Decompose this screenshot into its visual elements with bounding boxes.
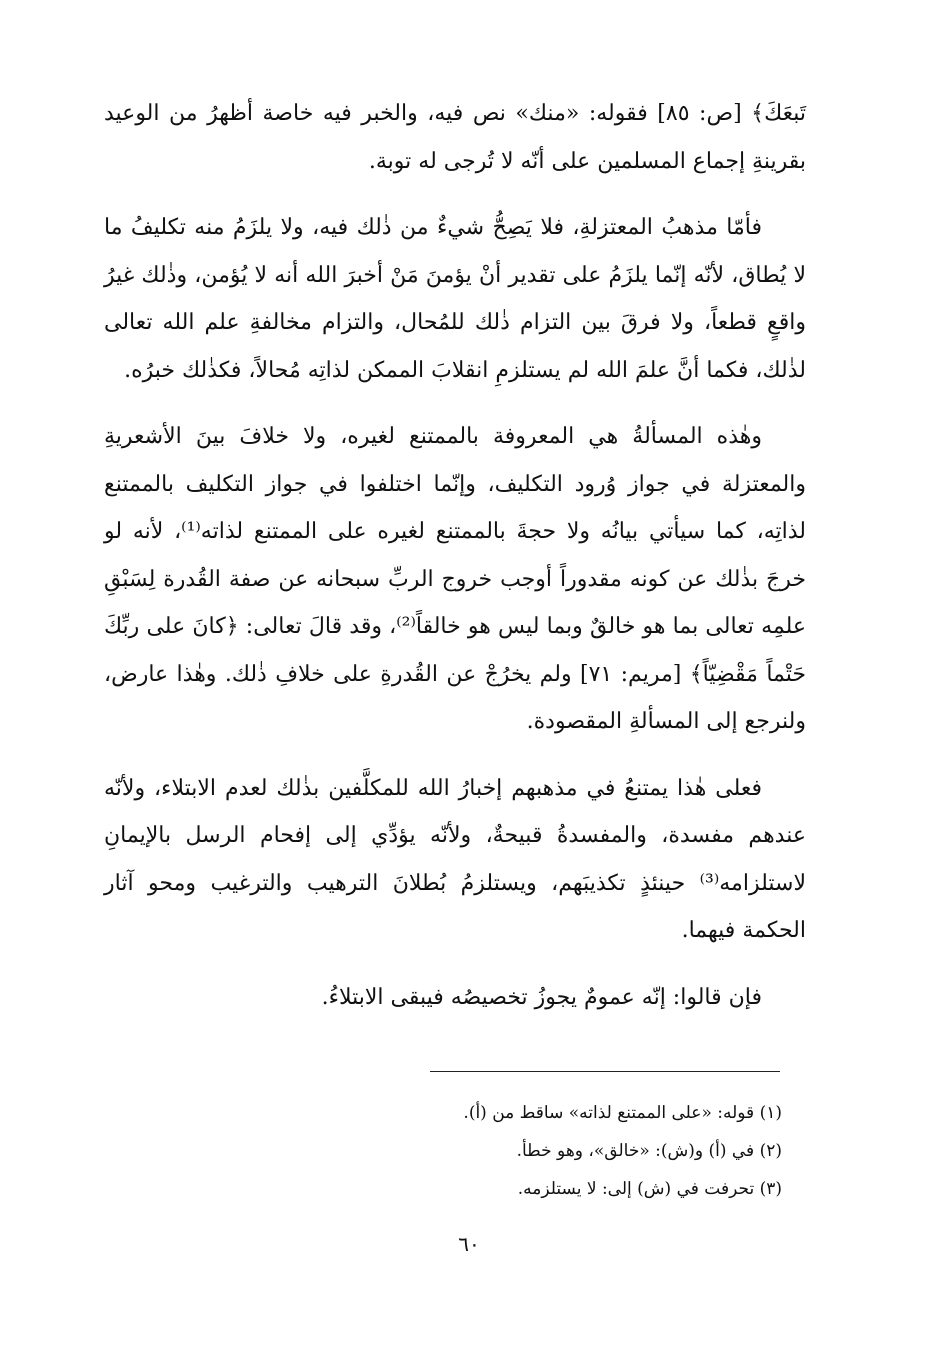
page-number: ٦٠ [458,1232,480,1256]
footnote-3: (٣) تحرفت في (ش) إلى: لا يستلزمه. [517,1179,782,1199]
paragraph-4: فعلى هٰذا يمتنعُ في مذهبهم إخبارُ الله للمكلَّفين بذٰلك لعدم الابتلاء، ولأنّه عندهم مفسدة، والمفسدةُ قبيحةٌ، ولأنّه يؤدِّي إلى إفحام الرسل بالإيمانِ لاستلزامه⁽³⁾ حينئذٍ تكذيبَهم، ويستلزمُ بُطلانَ الترهيب والترغيب ومحو آثار الحكمة فيهما. [104,775,806,943]
paragraph-5: فإن قالوا: إنّه عمومٌ يجوزُ تخصيصُه فيبقى الابتلاءُ. [321,984,762,1010]
footnote-2: (٢) في (أ) و(ش): «خالق»، وهو خطأ. [516,1141,782,1161]
footnotes [300,1094,782,1208]
footnote-separator [430,1071,780,1072]
paragraph-3: وهٰذه المسألةُ هي المعروفة بالممتنع لغيره، ولا خلافَ بينَ الأشعريةِ والمعتزلة في جواز وُرود التكليف، وإنّما اختلفوا في جواز التكليف بالممتنع لذاتِه، كما سيأتي بيانُه ولا حجةَ بالممتنع لغيره على الممتنع لذاته⁽¹⁾، لأنه لو خرجَ بذٰلك عن كونه مقدوراً أوجب خروج الربِّ سبحانه عن صفة القُدرة لِسَبْقِ علمِه تعالى بما هو خالقٌ وبما ليس هو خالقاً⁽²⁾، وقد قالَ تعالى: ﴿كانَ على ربِّكَ حَتْماً مَقْضِيّاً﴾ [مريم: ٧١] ولم يخرُجْ عن القُدرةِ على خلافِ ذٰلك. وهٰذا عارض، ولنرجع إلى المسألةِ المقصودة. [104,424,806,734]
paragraph-1: تَبعَكَ﴾ [ص: ٨٥] فقوله: «منك» نص فيه، والخبر فيه خاصة أظهرُ من الوعيد بقرينةِ إجماع المسلمين على أنّه لا تُرجى له توبة. [104,101,806,174]
main-text [104,90,806,1040]
footnote-1: (١) قوله: «على الممتنع لذاته» ساقط من (أ). [463,1103,782,1123]
paragraph-2: فأمّا مذهبُ المعتزلةِ، فلا يَصِحُّ شيءٌ من ذٰلك فيه، ولا يلزَمُ منه تكليفُ ما لا يُطاق، لأنّه إنّما يلزَمُ على تقدير أنْ يؤمنَ مَنْ أخبرَ الله أنه لا يُؤمن، وذٰلك غيرُ واقعٍ قطعاً، ولا فرقَ بين التزام ذٰلك للمُحال، والتزام مخالفةِ علم الله تعالى لذٰلك، فكما أنَّ علمَ الله لم يستلزمِ انقلابَ الممكن لذاتِه مُحالاً، فكذٰلك خبرُه. [104,215,806,383]
